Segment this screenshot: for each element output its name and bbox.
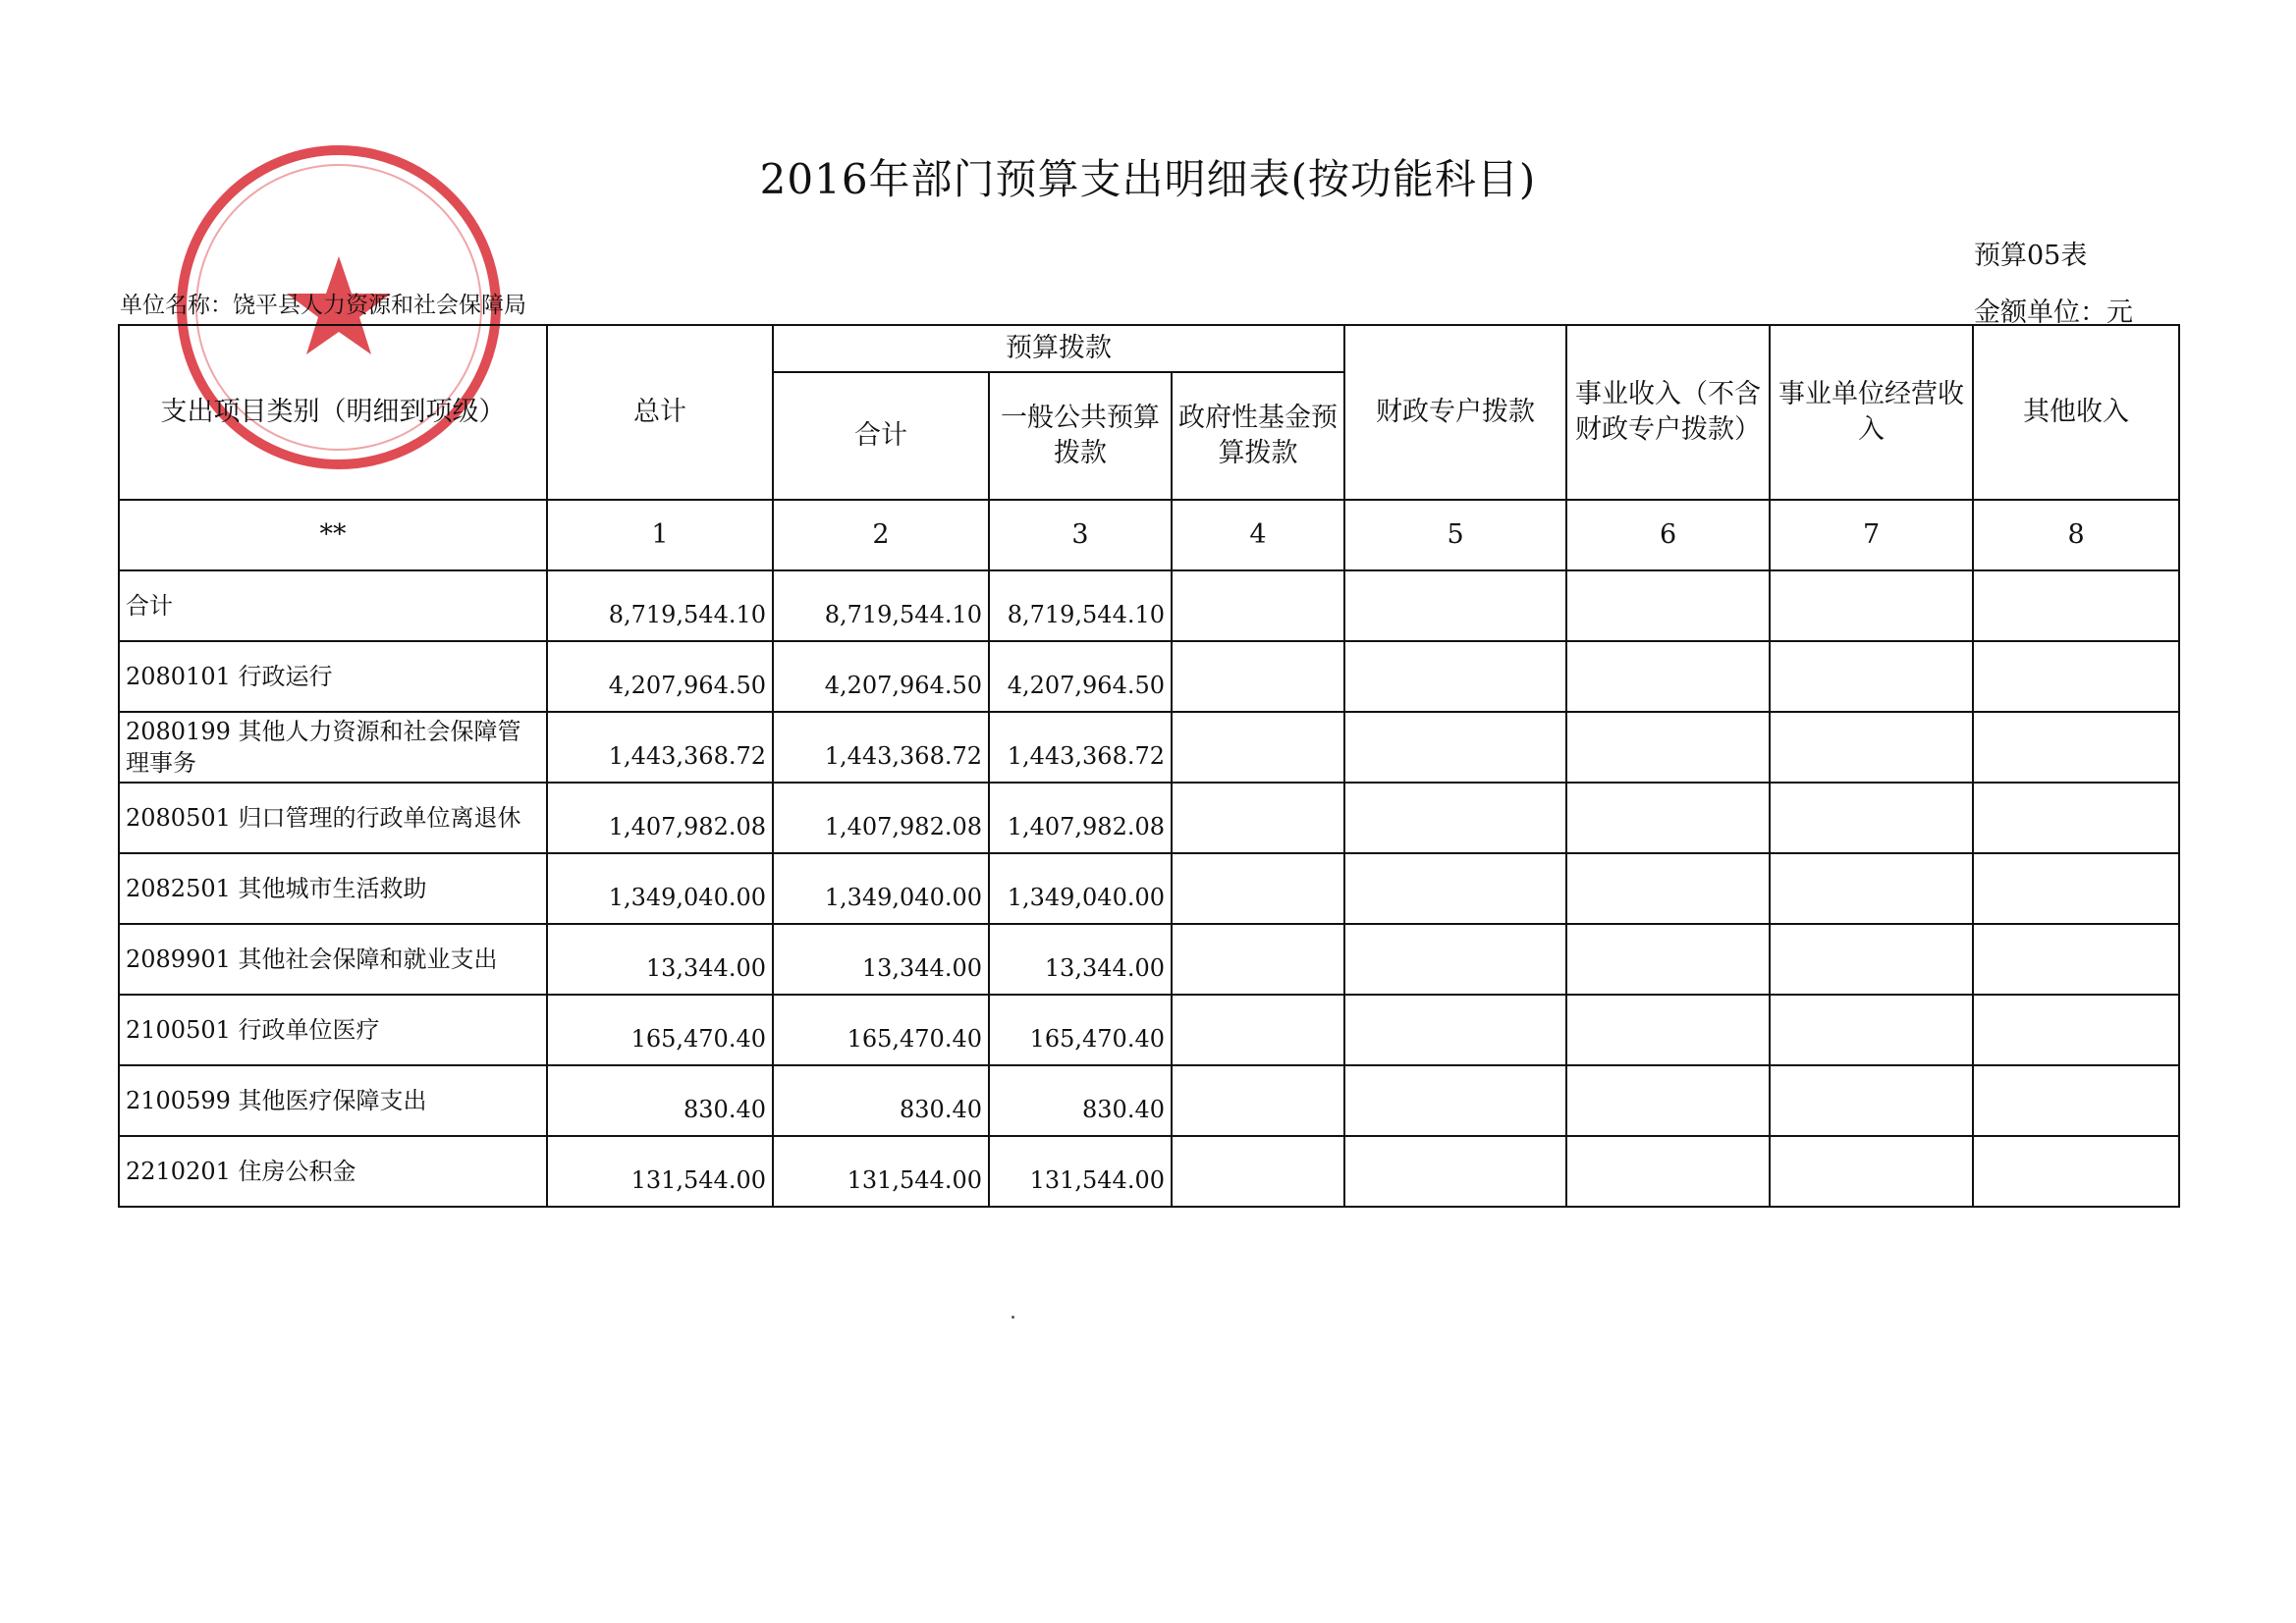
table-row bbox=[119, 712, 2179, 783]
table-row bbox=[119, 995, 2179, 1065]
empty-cell bbox=[1770, 1065, 1973, 1136]
empty-cell bbox=[1344, 641, 1566, 712]
header-general-public: 一般公共预算拨款 bbox=[989, 372, 1172, 500]
table-row bbox=[119, 570, 2179, 641]
row-total: 1,443,368.72 bbox=[547, 712, 773, 783]
index-cell: 8 bbox=[1973, 500, 2179, 570]
empty-cell bbox=[1973, 1065, 2179, 1136]
row-subtotal: 165,470.40 bbox=[773, 995, 989, 1065]
empty-cell bbox=[1973, 1136, 2179, 1207]
empty-cell bbox=[1770, 853, 1973, 924]
table-row bbox=[119, 853, 2179, 924]
empty-cell bbox=[1973, 853, 2179, 924]
row-total: 131,544.00 bbox=[547, 1136, 773, 1207]
row-name: 2100599 其他医疗保障支出 bbox=[119, 1065, 547, 1136]
table-row bbox=[119, 783, 2179, 853]
row-general: 1,349,040.00 bbox=[989, 853, 1172, 924]
empty-cell bbox=[1344, 570, 1566, 641]
row-total: 8,719,544.10 bbox=[547, 570, 773, 641]
empty-cell bbox=[1566, 570, 1770, 641]
empty-cell bbox=[1973, 924, 2179, 995]
empty-cell bbox=[1566, 641, 1770, 712]
currency-unit: 金额单位：元 bbox=[1974, 298, 2133, 328]
empty-cell bbox=[1566, 1136, 1770, 1207]
row-general: 8,719,544.10 bbox=[989, 570, 1172, 641]
row-general: 1,407,982.08 bbox=[989, 783, 1172, 853]
empty-cell bbox=[1566, 924, 1770, 995]
row-name: 2210201 住房公积金 bbox=[119, 1136, 547, 1207]
empty-cell bbox=[1172, 1136, 1344, 1207]
empty-cell bbox=[1172, 570, 1344, 641]
index-cell: 1 bbox=[547, 500, 773, 570]
empty-cell bbox=[1344, 924, 1566, 995]
row-general: 13,344.00 bbox=[989, 924, 1172, 995]
empty-cell bbox=[1770, 924, 1973, 995]
row-general: 830.40 bbox=[989, 1065, 1172, 1136]
row-name: 2082501 其他城市生活救助 bbox=[119, 853, 547, 924]
header-total: 总计 bbox=[547, 325, 773, 500]
unit-name: 单位名称：饶平县人力资源和社会保障局 bbox=[120, 293, 526, 318]
empty-cell bbox=[1172, 924, 1344, 995]
empty-cell bbox=[1770, 712, 1973, 783]
index-cell: 5 bbox=[1344, 500, 1566, 570]
empty-cell bbox=[1973, 783, 2179, 853]
row-subtotal: 131,544.00 bbox=[773, 1136, 989, 1207]
page-title: 2016年部门预算支出明细表(按功能科目) bbox=[759, 155, 1537, 203]
table-row bbox=[119, 641, 2179, 712]
empty-cell bbox=[1566, 995, 1770, 1065]
empty-cell bbox=[1973, 712, 2179, 783]
row-total: 4,207,964.50 bbox=[547, 641, 773, 712]
row-total: 165,470.40 bbox=[547, 995, 773, 1065]
empty-cell bbox=[1770, 783, 1973, 853]
empty-cell bbox=[1770, 1136, 1973, 1207]
scan-speck bbox=[1011, 1316, 1014, 1319]
table-row bbox=[119, 924, 2179, 995]
header-budget-allocation: 预算拨款 bbox=[773, 325, 1344, 372]
index-cell: 7 bbox=[1770, 500, 1973, 570]
index-cell: 2 bbox=[773, 500, 989, 570]
row-subtotal: 1,349,040.00 bbox=[773, 853, 989, 924]
budget-table bbox=[118, 324, 2180, 1208]
empty-cell bbox=[1566, 783, 1770, 853]
row-general: 165,470.40 bbox=[989, 995, 1172, 1065]
row-general: 1,443,368.72 bbox=[989, 712, 1172, 783]
row-subtotal: 1,407,982.08 bbox=[773, 783, 989, 853]
empty-cell bbox=[1172, 1065, 1344, 1136]
empty-cell bbox=[1344, 783, 1566, 853]
row-name: 2100501 行政单位医疗 bbox=[119, 995, 547, 1065]
row-name: 合计 bbox=[119, 570, 547, 641]
empty-cell bbox=[1344, 1136, 1566, 1207]
row-subtotal: 830.40 bbox=[773, 1065, 989, 1136]
row-name: 2080101 行政运行 bbox=[119, 641, 547, 712]
empty-cell bbox=[1172, 783, 1344, 853]
row-subtotal: 1,443,368.72 bbox=[773, 712, 989, 783]
empty-cell bbox=[1172, 712, 1344, 783]
row-total: 13,344.00 bbox=[547, 924, 773, 995]
table-row bbox=[119, 1136, 2179, 1207]
empty-cell bbox=[1973, 570, 2179, 641]
table-row bbox=[119, 1065, 2179, 1136]
row-subtotal: 13,344.00 bbox=[773, 924, 989, 995]
index-cell: 4 bbox=[1172, 500, 1344, 570]
index-cell: 3 bbox=[989, 500, 1172, 570]
empty-cell bbox=[1770, 641, 1973, 712]
row-name: 2080199 其他人力资源和社会保障管理事务 bbox=[119, 712, 547, 783]
row-general: 4,207,964.50 bbox=[989, 641, 1172, 712]
row-name: 2080501 归口管理的行政单位离退休 bbox=[119, 783, 547, 853]
empty-cell bbox=[1344, 995, 1566, 1065]
row-subtotal: 8,719,544.10 bbox=[773, 570, 989, 641]
header-gov-fund: 政府性基金预算拨款 bbox=[1172, 372, 1344, 500]
empty-cell bbox=[1770, 570, 1973, 641]
table-number: 预算05表 bbox=[1974, 241, 2088, 271]
empty-cell bbox=[1973, 995, 2179, 1065]
header-business-unit-operating: 事业单位经营收入 bbox=[1770, 325, 1973, 500]
row-total: 830.40 bbox=[547, 1065, 773, 1136]
empty-cell bbox=[1566, 853, 1770, 924]
index-cell: 6 bbox=[1566, 500, 1770, 570]
empty-cell bbox=[1973, 641, 2179, 712]
empty-cell bbox=[1344, 712, 1566, 783]
row-general: 131,544.00 bbox=[989, 1136, 1172, 1207]
empty-cell bbox=[1172, 641, 1344, 712]
header-business-income: 事业收入（不含财政专户拨款） bbox=[1566, 325, 1770, 500]
empty-cell bbox=[1566, 1065, 1770, 1136]
row-subtotal: 4,207,964.50 bbox=[773, 641, 989, 712]
row-total: 1,349,040.00 bbox=[547, 853, 773, 924]
empty-cell bbox=[1172, 995, 1344, 1065]
row-name: 2089901 其他社会保障和就业支出 bbox=[119, 924, 547, 995]
index-cell: ** bbox=[119, 500, 547, 570]
header-category: 支出项目类别（明细到项级） bbox=[119, 325, 547, 500]
empty-cell bbox=[1344, 853, 1566, 924]
empty-cell bbox=[1566, 712, 1770, 783]
header-other-income: 其他收入 bbox=[1973, 325, 2179, 500]
index-row bbox=[119, 500, 2179, 570]
row-total: 1,407,982.08 bbox=[547, 783, 773, 853]
header-subtotal: 合计 bbox=[773, 372, 989, 500]
header-fiscal-special: 财政专户拨款 bbox=[1344, 325, 1566, 500]
empty-cell bbox=[1344, 1065, 1566, 1136]
empty-cell bbox=[1770, 995, 1973, 1065]
empty-cell bbox=[1172, 853, 1344, 924]
